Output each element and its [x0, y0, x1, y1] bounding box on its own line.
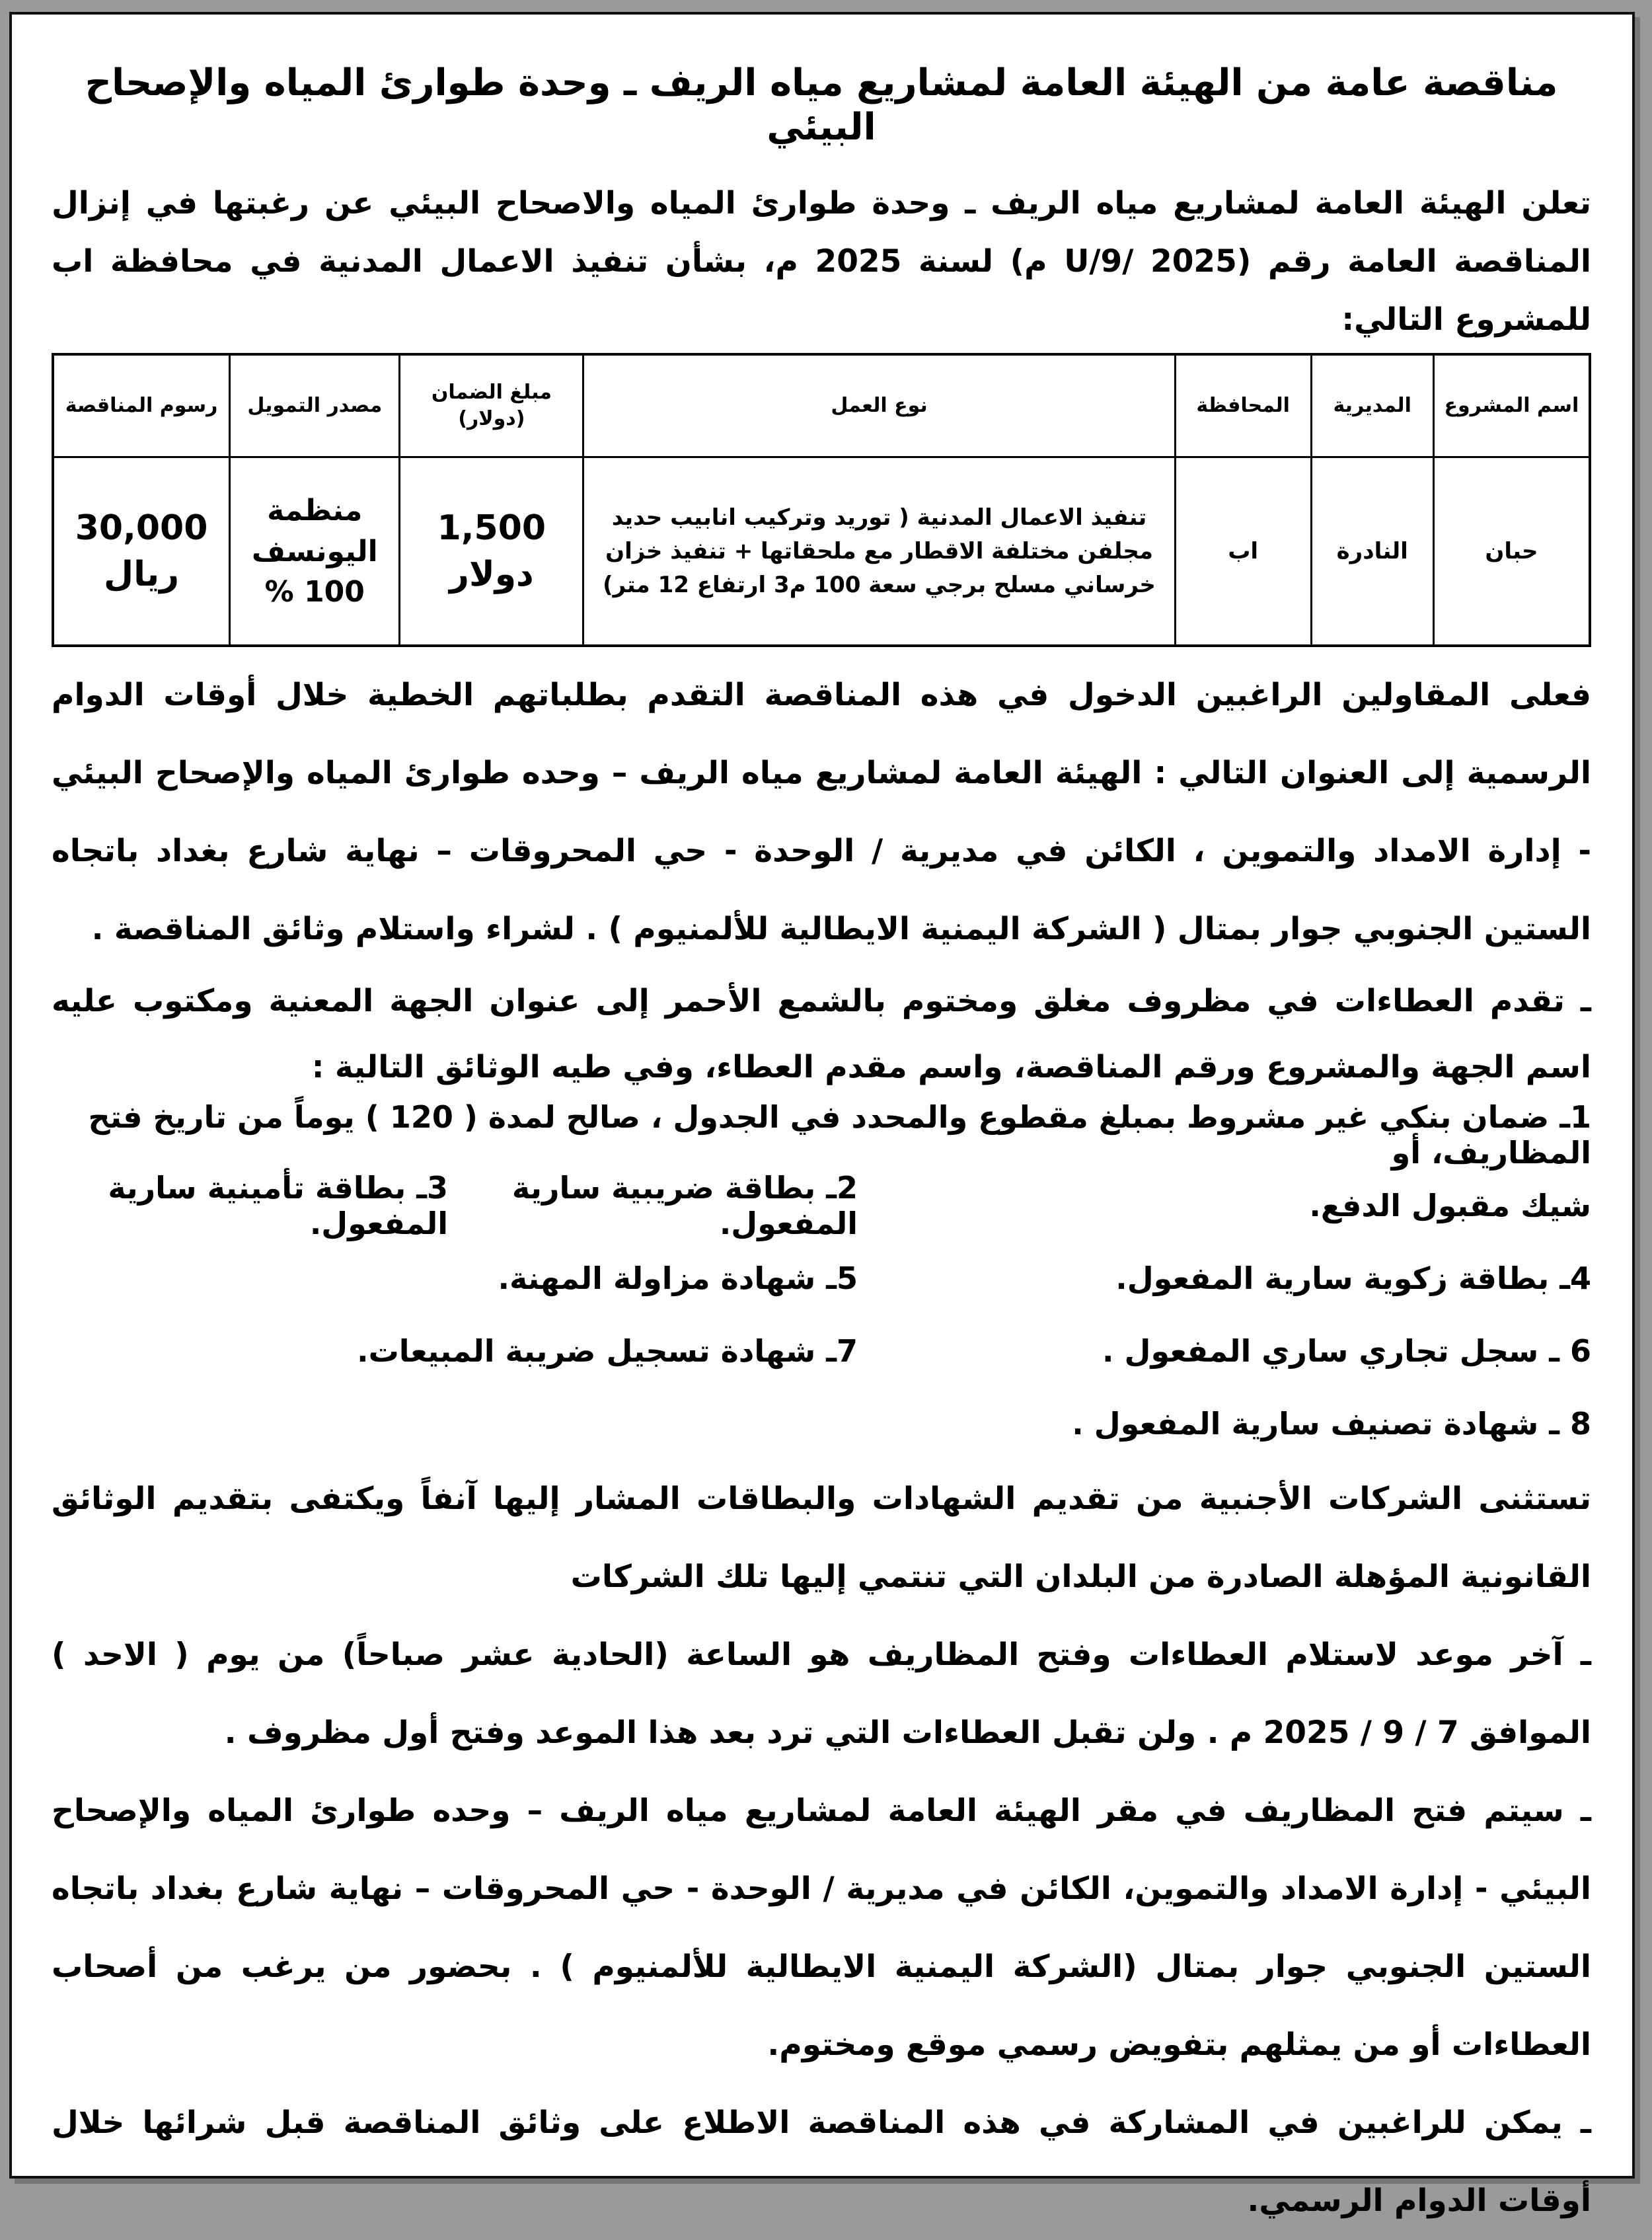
list-row: [52, 1315, 1591, 1387]
cell-work-type: تنفيذ الاعمال المدنية ( توريد وتركيب انابيب حديد مجلفن مختلفة الاقطار مع ملحقاتها + تنفيذ خزان خرساني مسلح برجي سعة 100 م3 ارتفاع 12 متر): [583, 457, 1175, 646]
header-governorate: المحافظة: [1175, 354, 1311, 457]
cell-funding: [230, 457, 400, 646]
funding-line-2: اليونسف: [251, 534, 378, 568]
header-project: اسم المشروع: [1433, 354, 1590, 457]
document-frame: [9, 12, 1635, 2220]
item-cheque: شيك مقبول الدفع.: [1309, 1188, 1591, 1224]
opening-paragraph: ـ سيتم فتح المظاريف في مقر الهيئة العامة لمشاريع مياه الريف – وحده طوارئ المياه والإصحاح البيئي - إدارة الامداد والتموين، الكائن في مديرية / الوحدة - حي المحروقات – نهاية شارع بغداد باتجاه الستين الجنوبي جوار بمتال (الشركة اليمنية الايطالية للألمنيوم ) . بحضور من يرغب من أصحاب العطاءات أو من يمثلهم بتفويض رسمي موقع ومختوم.: [52, 1793, 1591, 2064]
item-2: 2ـ بطاقة ضريبية سارية المفعول.: [511, 1170, 858, 1242]
intro-paragraph: تعلن الهيئة العامة لمشاريع مياه الريف ـ وحدة طوارئ المياه والاصحاح البيئي عن رغبتها في إنزال المناقصة العامة رقم (U/9/ 2025 م) لسنة 2025 م، بشأن تنفيذ الاعمال المدنية في محافظة اب للمشروع التالي:: [52, 185, 1591, 338]
envelope-paragraph: ـ تقدم العطاءات في مظروف مغلق ومختوم بالشمع الأحمر إلى عنوان الجهة المعنية ومكتوب عليه اسم الجهة والمشروع ورقم المناقصة، واسم مقدم العطاء، وفي طيه الوثائق التالية :: [52, 983, 1591, 1086]
deadline-paragraph: ـ آخر موعد لاستلام العطاءات وفتح المظاريف هو الساعة (الحادية عشر صباحاً) من يوم ( الاحد ) الموافق 7 / 9 / 2025 م . ولن تقبل العطاءات التي ترد بعد هذا الموعد وفتح أول مظروف .: [52, 1637, 1591, 1752]
cell-directorate: النادرة: [1311, 457, 1433, 646]
item-8: 8 ـ شهادة تصنيف سارية المفعول .: [1072, 1406, 1591, 1442]
table-header-row: [53, 354, 1590, 457]
guarantee-unit: دولار: [449, 555, 534, 595]
list-row: [52, 1169, 1591, 1242]
project-table: [52, 353, 1591, 647]
item-1: 1ـ ضمان بنكي غير مشروط بمبلغ مقطوع والمحدد في الجدول ، صالح لمدة ( 120 ) يوماً من تاريخ فتح المظاريف، أو: [88, 1099, 1591, 1171]
header-work-type: نوع العمل: [583, 354, 1175, 457]
header-guarantee: مبلغ الضمان (دولار): [400, 354, 583, 457]
item-4: 4ـ بطاقة زكوية سارية المفعول.: [1115, 1260, 1591, 1297]
review-paragraph: ـ يمكن للراغبين في المشاركة في هذه المناقصة الاطلاع على وثائق المناقصة قبل شرائها خلال أوقات الدوام الرسمي.: [52, 2105, 1591, 2220]
table-row: [53, 457, 1590, 646]
cell-guarantee: [400, 457, 583, 646]
funding-line-3: 100 %: [264, 575, 365, 609]
cell-fees: [53, 457, 230, 646]
foreign-companies-paragraph: تستثنى الشركات الأجنبية من تقديم الشهادات والبطاقات المشار إليها آنفاً ويكتفى بتقديم الوثائق القانونية المؤهلة الصادرة من البلدان التي تنتمي إليها تلك الشركات: [52, 1481, 1591, 1596]
list-row: [52, 1387, 1591, 1460]
header-funding: مصدر التمويل: [230, 354, 400, 457]
guarantee-amount: 1,500: [437, 508, 546, 549]
list-item: [52, 1101, 1591, 1169]
header-fees: رسوم المناقصة: [53, 354, 230, 457]
item-7: 7ـ شهادة تسجيل ضريبة المبيعات.: [357, 1333, 858, 1370]
funding-line-1: منظمة: [267, 493, 363, 527]
tender-notice: [52, 48, 1591, 2220]
list-row: [52, 1242, 1591, 1315]
submission-address-paragraph: فعلى المقاولين الراغبين الدخول في هذه المناقصة التقدم بطلباتهم الخطية خلال أوقات الدوام الرسمية إلى العنوان التالي : الهيئة العامة لمشاريع مياه الريف – وحده طوارئ المياه والإصحاح البيئي - إدارة الامداد والتموين ، الكائن في مديرية / الوحدة - حي المحروقات – نهاية شارع بغداد باتجاه الستين الجنوبي جوار بمتال ( الشركة اليمنية الايطالية للألمنيوم ) . لشراء واستلام وثائق المناقصة .: [52, 677, 1591, 948]
item-6: 6 ـ سجل تجاري ساري المفعول .: [1102, 1333, 1591, 1370]
fees-unit: ريال: [104, 555, 180, 595]
cell-governorate: اب: [1175, 457, 1311, 646]
header-directorate: المديرية: [1311, 354, 1433, 457]
notice-title: مناقصة عامة من الهيئة العامة لمشاريع مياه الريف ـ وحدة طوارئ المياه والإصحاح البيئي: [85, 61, 1558, 149]
cell-project: حبان: [1433, 457, 1590, 646]
fees-amount: 30,000: [75, 508, 208, 549]
item-5: 5ـ شهادة مزاولة المهنة.: [498, 1260, 858, 1297]
item-3: 3ـ بطاقة تأمينية سارية المفعول.: [108, 1170, 448, 1242]
